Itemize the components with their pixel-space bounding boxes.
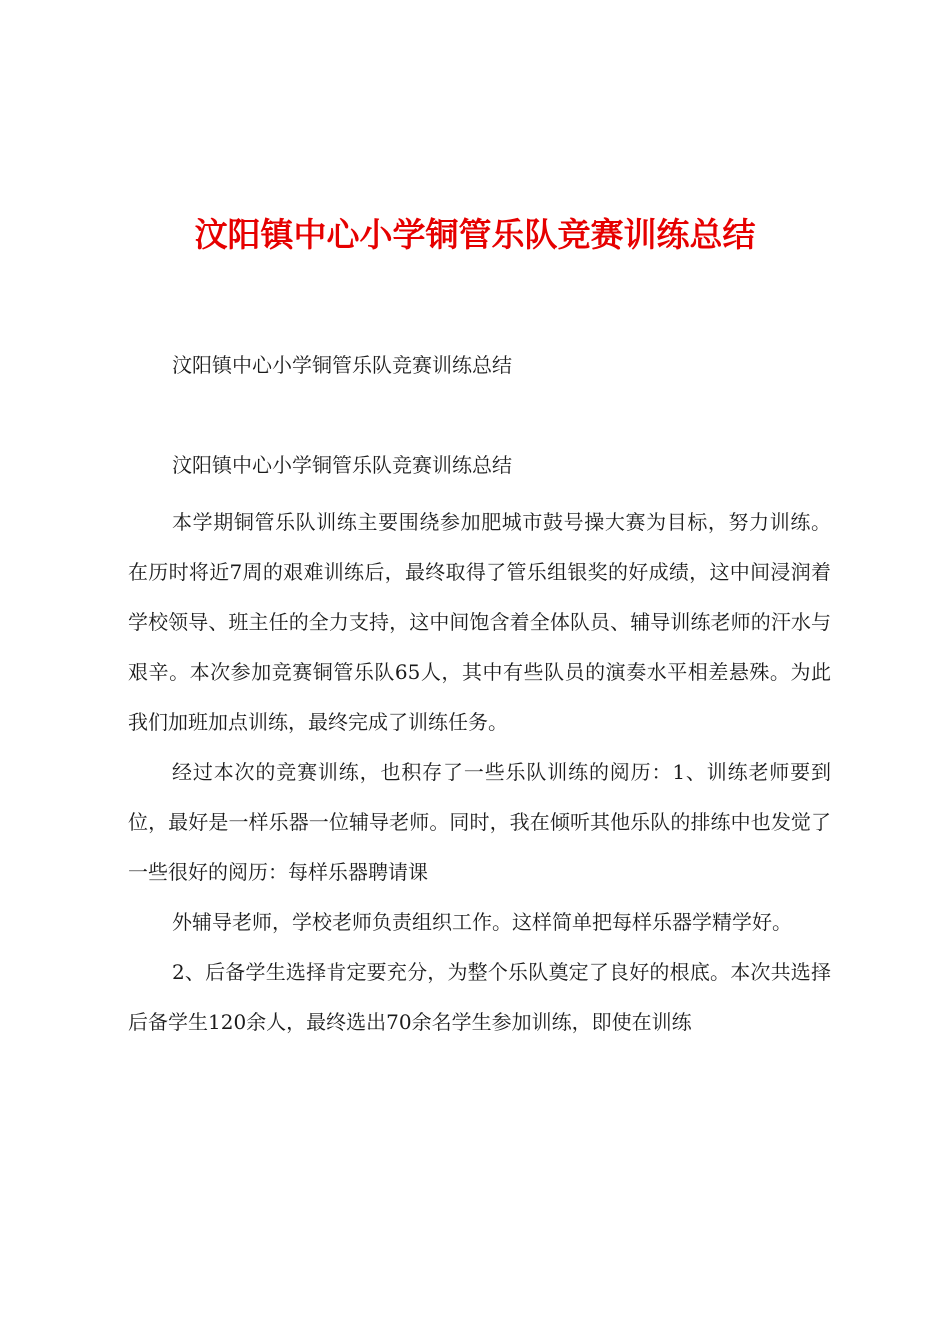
paragraph: 外辅导老师，学校老师负责组织工作。这样简单把每样乐器学精学好。 [172, 910, 792, 934]
paragraph: 2、后备学生选择肯定要充分，为整个乐队奠定了良好的根底。本次共选择后备学生120余人，最终选出70余名学生参加训练，即使在训练 [128, 960, 831, 1034]
document-subtitle: 汶阳镇中心小学铜管乐队竞赛训练总结 [172, 453, 512, 477]
document-title: 汶阳镇中心小学铜管乐队竞赛训练总结 [194, 215, 756, 254]
paragraph: 经过本次的竞赛训练，也积存了一些乐队训练的阅历：1、训练老师要到位，最好是一样乐器一位辅导老师。同时，我在倾听其他乐队的排练中也发觉了一些很好的阅历：每样乐器聘请课 [128, 760, 831, 884]
paragraph: 本学期铜管乐队训练主要围绕参加肥城市鼓号操大赛为目标，努力训练。在历时将近7周的艰难训练后，最终取得了管乐组银奖的好成绩，这中间浸润着学校领导、班主任的全力支持，这中间饱含着全体队员、辅导训练老师的汗水与艰辛。本次参加竞赛铜管乐队65人，其中有些队员的演奏水平相差悬殊。为此我们加班加点训练，最终完成了训练任务。 [128, 510, 831, 734]
document-subtitle: 汶阳镇中心小学铜管乐队竞赛训练总结 [172, 353, 512, 377]
document-body [128, 497, 831, 1047]
